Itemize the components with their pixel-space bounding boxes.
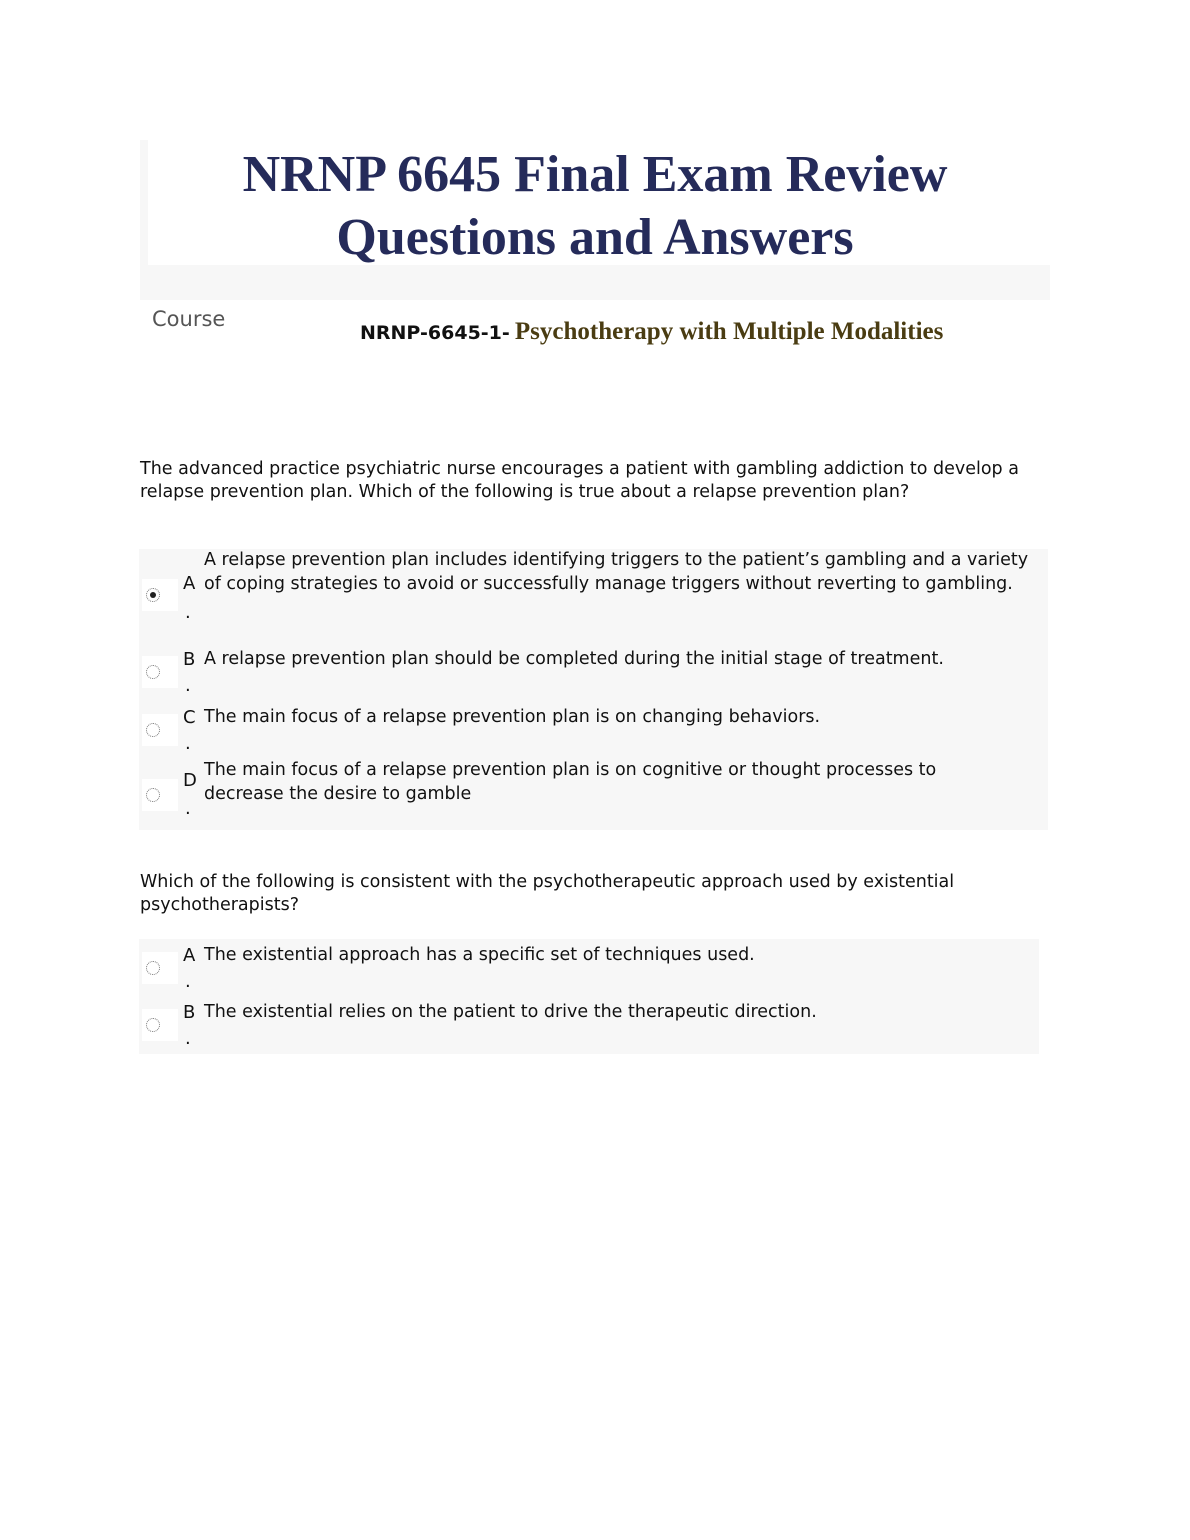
option-dot: .	[185, 798, 191, 819]
option-letter: B	[183, 649, 196, 670]
title-line-2: Questions and Answers	[336, 209, 854, 266]
page-title	[0, 143, 1190, 269]
option-text: A relapse prevention plan should be completed during the initial stage of treatment.	[204, 649, 944, 669]
option-a[interactable]	[139, 549, 1048, 629]
option-dot: .	[185, 602, 191, 623]
question-1-text: The advanced practice psychiatric nurse encourages a patient with gambling addiction to develop a relapse prevention plan. Which of the following is true about a relapse prevention plan?	[140, 459, 1019, 502]
course-label: Course	[152, 307, 226, 331]
question-1-options	[139, 549, 1048, 830]
course-value	[360, 318, 943, 346]
question-2-options	[139, 939, 1039, 1054]
option-dot: .	[185, 1028, 191, 1049]
question-2-text: Which of the following is consistent with the psychotherapeutic approach used by existential psychotherapists?	[140, 872, 955, 915]
radio-button[interactable]	[142, 656, 178, 688]
option-b[interactable]	[139, 648, 1048, 698]
option-letter: A	[183, 945, 196, 966]
radio-button[interactable]	[142, 714, 178, 746]
option-letter: A	[183, 573, 196, 594]
radio-unselected-icon	[146, 788, 160, 802]
radio-unselected-icon	[146, 961, 160, 975]
option-dot: .	[185, 971, 191, 992]
option-letter: B	[183, 1002, 196, 1023]
course-code: NRNP-6645-1-	[360, 322, 510, 344]
option-dot: .	[185, 675, 191, 696]
radio-selected-icon	[146, 588, 160, 602]
option-text: The existential relies on the patient to drive the therapeutic direction.	[204, 1002, 817, 1022]
option-letter: C	[183, 707, 196, 728]
radio-unselected-icon	[146, 665, 160, 679]
option-c[interactable]	[139, 706, 1048, 756]
option-d[interactable]	[139, 759, 1048, 824]
radio-unselected-icon	[146, 1018, 160, 1032]
course-name: Psychotherapy with Multiple Modalities	[514, 318, 944, 345]
radio-unselected-icon	[146, 723, 160, 737]
option-b[interactable]	[139, 1001, 1039, 1051]
radio-button[interactable]	[142, 579, 178, 611]
radio-button[interactable]	[142, 779, 178, 811]
radio-button[interactable]	[142, 1009, 178, 1041]
option-letter: D	[183, 770, 197, 791]
option-dot: .	[185, 733, 191, 754]
option-text: The main focus of a relapse prevention plan is on changing behaviors.	[204, 707, 821, 727]
option-a[interactable]	[139, 944, 1039, 994]
option-text: A relapse prevention plan includes identifying triggers to the patient’s gambling and a variety of coping strategies to avoid or successfully manage triggers without reverting to gambling.	[204, 550, 1029, 594]
radio-button[interactable]	[142, 952, 178, 984]
title-line-1: NRNP 6645 Final Exam Review	[242, 146, 948, 203]
option-text: The main focus of a relapse prevention plan is on cognitive or thought processes to decrease the desire to gamble	[204, 760, 937, 804]
option-text: The existential approach has a specific set of techniques used.	[204, 945, 755, 965]
